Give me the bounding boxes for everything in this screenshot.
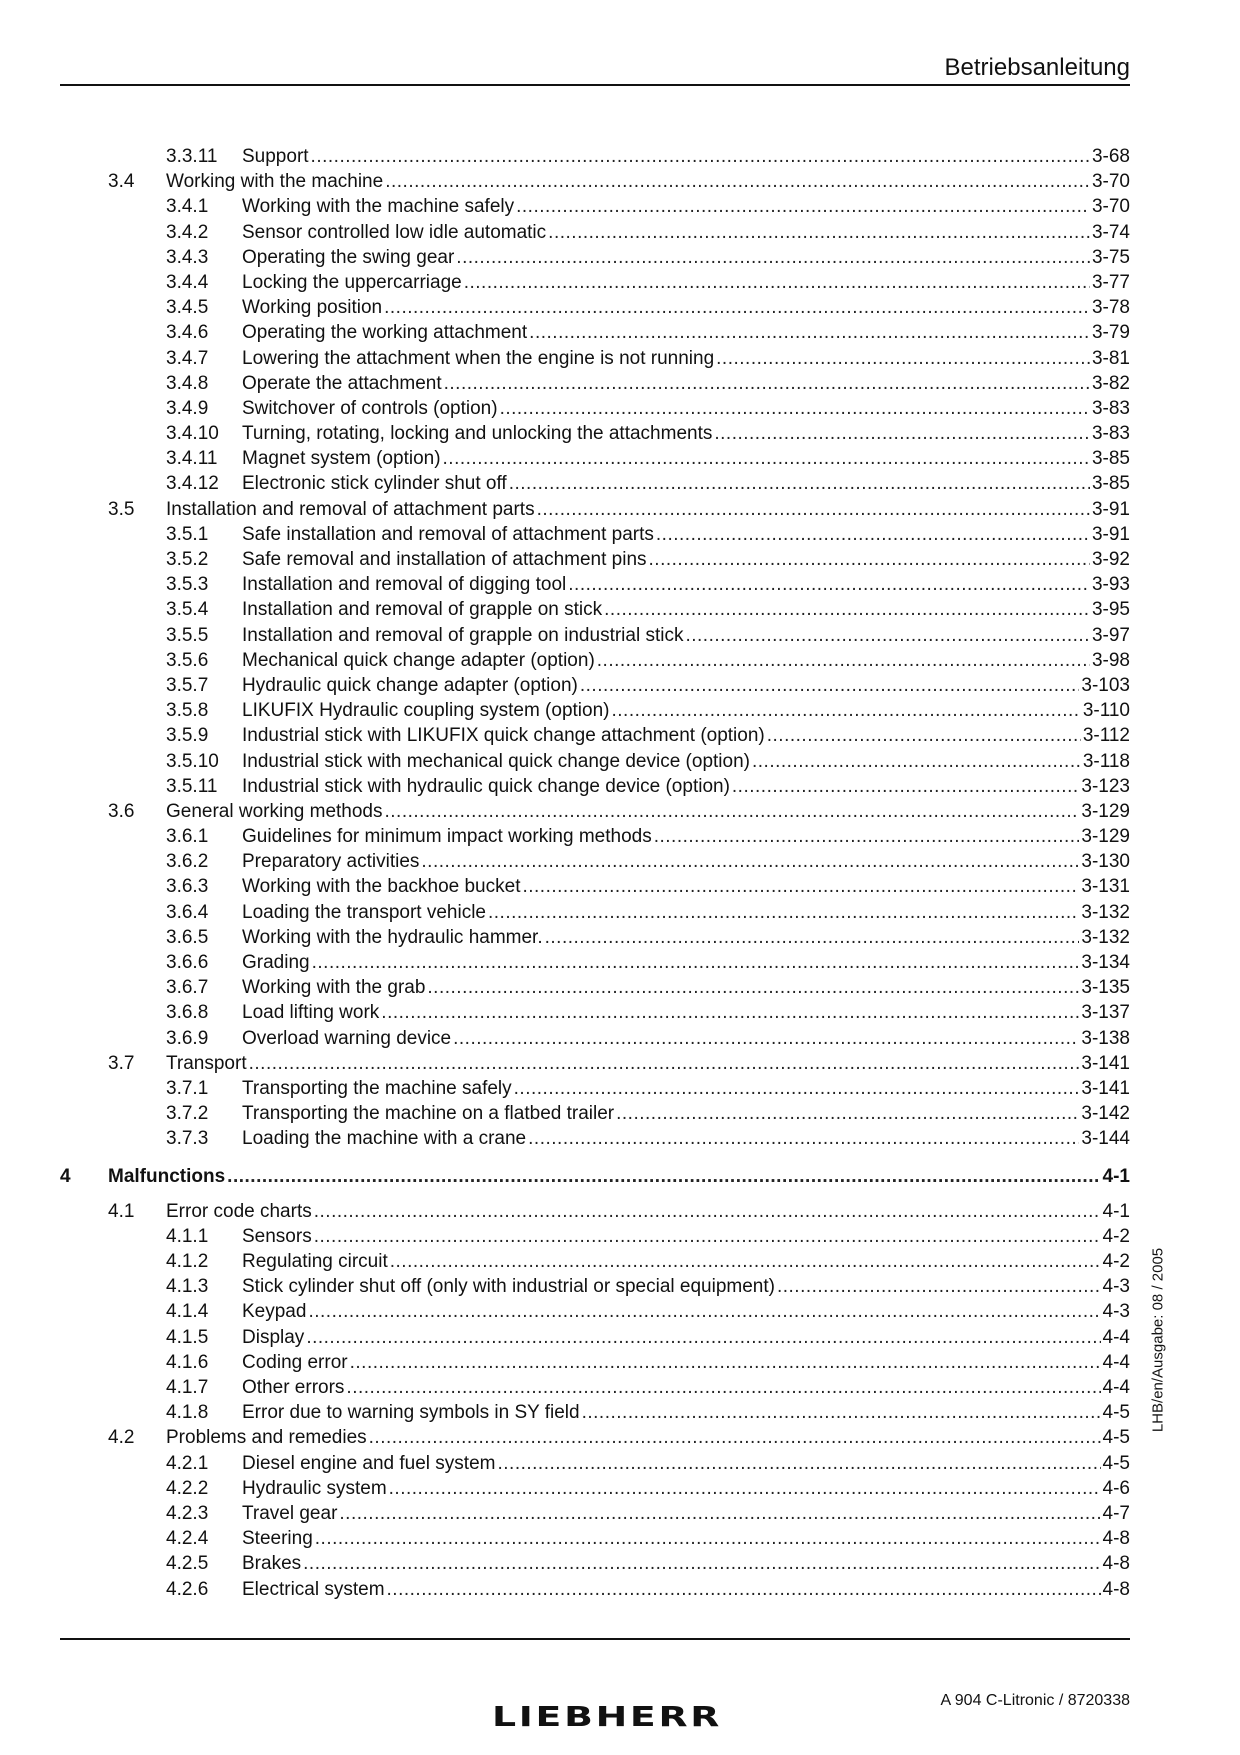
toc-entry xyxy=(60,925,1130,950)
toc-entry-number: 3.4.2 xyxy=(166,221,209,243)
toc-dot-leader xyxy=(528,1126,1079,1151)
toc-entry xyxy=(60,623,1130,648)
toc-entry-page: 3-141 xyxy=(1081,1077,1130,1099)
toc-dot-leader xyxy=(387,1577,1101,1602)
toc-dot-leader xyxy=(752,749,1081,774)
toc-entry xyxy=(60,371,1130,396)
toc-entry xyxy=(60,1551,1130,1576)
toc-entry-title: Hydraulic quick change adapter (option) xyxy=(242,674,578,696)
toc-dot-leader xyxy=(249,1051,1080,1076)
toc-entry-title: Operate the attachment xyxy=(242,372,442,394)
toc-entry-title: Installation and removal of attachment parts xyxy=(166,498,535,520)
toc-entry-title: Error due to warning symbols in SY field xyxy=(242,1402,580,1424)
toc-dot-leader xyxy=(514,1076,1080,1101)
toc-entry-title: Mechanical quick change adapter (option) xyxy=(242,649,595,671)
toc-dot-leader xyxy=(604,597,1090,622)
toc-entry-title: Malfunctions xyxy=(108,1165,226,1187)
toc-entry-page: 4-3 xyxy=(1102,1301,1130,1323)
toc-entry-number: 4.2.6 xyxy=(166,1578,209,1600)
toc-entry-number: 4.1.7 xyxy=(166,1377,209,1398)
toc-entry-page: 3-129 xyxy=(1081,826,1130,848)
toc-entry-title: Working with the machine xyxy=(166,171,384,193)
toc-entry-page: 3-85 xyxy=(1091,448,1130,470)
toc-entry xyxy=(60,270,1130,295)
toc-dot-leader xyxy=(306,1325,1100,1350)
toc-dot-leader xyxy=(381,1000,1079,1025)
toc-entry-page: 4-4 xyxy=(1102,1326,1130,1348)
toc-dot-leader xyxy=(767,723,1081,748)
toc-entry-title: Working with the grab xyxy=(242,977,426,999)
toc-entry-page: 3-110 xyxy=(1082,700,1130,722)
toc-entry-page: 4-5 xyxy=(1102,1427,1130,1449)
toc-entry xyxy=(60,572,1130,597)
toc-entry-page: 3-92 xyxy=(1091,549,1130,570)
toc-entry xyxy=(60,194,1130,219)
toc-entry-page: 3-138 xyxy=(1081,1027,1130,1049)
toc-entry-number: 3.5.4 xyxy=(166,599,209,621)
toc-dot-leader xyxy=(509,471,1090,496)
toc-entry xyxy=(60,824,1130,849)
toc-entry xyxy=(60,799,1130,824)
toc-dot-leader xyxy=(427,975,1079,1000)
toc-entry xyxy=(60,1526,1130,1551)
toc-entry-number: 3.5.2 xyxy=(166,549,209,570)
toc-dot-leader xyxy=(315,1526,1101,1551)
toc-entry xyxy=(60,396,1130,421)
toc-entry-number: 3.7.2 xyxy=(166,1103,209,1125)
toc-dot-leader xyxy=(582,1400,1101,1425)
toc-entry-number: 3.4.4 xyxy=(166,271,209,293)
toc-entry-page: 4-2 xyxy=(1102,1251,1130,1273)
toc-dot-leader xyxy=(303,1551,1100,1576)
toc-dot-leader xyxy=(580,673,1080,698)
toc-entry xyxy=(60,1350,1130,1375)
toc-entry xyxy=(60,144,1130,169)
toc-dot-leader xyxy=(456,245,1090,270)
toc-entry-number: 4.1.1 xyxy=(166,1225,209,1247)
toc-dot-leader xyxy=(311,144,1090,169)
toc-dot-leader xyxy=(384,295,1090,320)
toc-entry-title: Error code charts xyxy=(166,1200,312,1222)
toc-entry-page: 3-132 xyxy=(1081,901,1130,923)
toc-entry-title: Installation and removal of digging tool xyxy=(242,574,567,596)
toc-entry-page: 3-70 xyxy=(1091,171,1130,193)
toc-entry-page: 4-4 xyxy=(1102,1377,1130,1398)
toc-entry-page: 3-83 xyxy=(1091,397,1130,419)
toc-entry xyxy=(60,975,1130,1000)
toc-entry-number: 3.4.5 xyxy=(166,297,209,319)
toc-entry xyxy=(60,1249,1130,1274)
toc-entry-number: 3.5.10 xyxy=(166,750,219,772)
toc-entry xyxy=(60,1224,1130,1249)
toc-dot-leader xyxy=(522,874,1079,899)
toc-entry-page: 3-97 xyxy=(1091,624,1130,646)
toc-entry-title: Industrial stick with LIKUFIX quick change attachment (option) xyxy=(242,725,765,747)
header-rule xyxy=(60,84,1130,86)
toc-entry-page: 4-1 xyxy=(1102,1165,1130,1187)
toc-entry-page: 3-134 xyxy=(1081,952,1130,973)
toc-entry xyxy=(60,497,1130,522)
toc-dot-leader xyxy=(314,1224,1101,1249)
toc-entry-number: 3.7 xyxy=(108,1052,135,1074)
toc-dot-leader xyxy=(537,497,1090,522)
toc-entry-page: 3-78 xyxy=(1091,297,1130,319)
toc-dot-leader xyxy=(568,572,1090,597)
toc-dot-leader xyxy=(656,522,1090,547)
toc-entry-number: 3.4.8 xyxy=(166,372,209,394)
toc-entry xyxy=(60,320,1130,345)
toc-entry-page: 4-1 xyxy=(1102,1200,1130,1222)
toc-dot-leader xyxy=(716,346,1090,371)
toc-entry-page: 4-4 xyxy=(1102,1351,1130,1373)
toc-entry-title: Working with the backhoe bucket xyxy=(242,876,521,898)
toc-entry-page: 3-82 xyxy=(1091,372,1130,394)
toc-dot-leader xyxy=(227,1164,1100,1189)
toc-entry-number: 3.6.6 xyxy=(166,952,209,973)
toc-entry-page: 3-70 xyxy=(1091,196,1130,218)
toc-entry-page: 4-3 xyxy=(1102,1276,1130,1298)
toc-entry-title: Switchover of controls (option) xyxy=(242,397,498,419)
toc-entry-page: 3-130 xyxy=(1081,851,1130,873)
toc-entry-title: Transporting the machine safely xyxy=(242,1077,512,1099)
toc-entry-number: 3.4.3 xyxy=(166,246,209,268)
toc-dot-leader xyxy=(529,320,1090,345)
toc-entry-number: 3.5.6 xyxy=(166,649,209,671)
edition-note: LHB/en/Ausgabe: 08 / 2005 xyxy=(1149,1247,1167,1433)
toc-entry-page: 3-144 xyxy=(1081,1128,1130,1150)
toc-entry-page: 3-75 xyxy=(1091,246,1130,268)
toc-entry-title: Steering xyxy=(242,1528,313,1550)
toc-entry xyxy=(60,1476,1130,1501)
toc-entry-title: LIKUFIX Hydraulic coupling system (option) xyxy=(242,700,610,722)
toc-entry xyxy=(60,1501,1130,1526)
toc-entry-title: Coding error xyxy=(242,1351,348,1373)
toc-entry-title: Preparatory activities xyxy=(242,851,420,873)
toc-chapter-entry xyxy=(60,1164,1130,1189)
toc-entry-title: Electronic stick cylinder shut off xyxy=(242,473,507,495)
toc-entry-number: 4.1.3 xyxy=(166,1276,209,1298)
toc-entry xyxy=(60,547,1130,572)
toc-entry xyxy=(60,723,1130,748)
toc-dot-leader xyxy=(548,220,1090,245)
toc-entry-number: 4.1.8 xyxy=(166,1402,209,1424)
toc-entry-number: 3.5.8 xyxy=(166,700,209,722)
toc-entry-page: 3-141 xyxy=(1081,1052,1130,1074)
toc-entry-number: 3.5.1 xyxy=(166,523,209,545)
toc-entry-number: 4 xyxy=(60,1165,71,1187)
toc-entry-number: 4.1.4 xyxy=(166,1301,209,1323)
toc-entry xyxy=(60,1000,1130,1025)
toc-entry xyxy=(60,1425,1130,1450)
toc-dot-leader xyxy=(488,900,1079,925)
toc-dot-leader xyxy=(616,1101,1079,1126)
toc-entry-title: Installation and removal of grapple on industrial stick xyxy=(242,624,684,646)
document-reference: A 904 C-Litronic / 8720338 xyxy=(940,1692,1130,1709)
toc-entry-page: 3-137 xyxy=(1081,1002,1130,1024)
toc-entry-page: 3-123 xyxy=(1081,775,1130,797)
toc-entry-title: Stick cylinder shut off (only with industrial or special equipment) xyxy=(242,1276,775,1298)
toc-dot-leader xyxy=(545,925,1080,950)
toc-entry-title: Safe installation and removal of attachment parts xyxy=(242,523,654,545)
toc-entry-page: 3-93 xyxy=(1091,574,1130,596)
toc-entry xyxy=(60,169,1130,194)
toc-entry-number: 4.2.2 xyxy=(166,1477,209,1499)
toc-entry-page: 4-8 xyxy=(1102,1553,1130,1575)
toc-entry-title: General working methods xyxy=(166,800,383,822)
toc-dot-leader xyxy=(350,1350,1101,1375)
toc-entry xyxy=(60,1274,1130,1299)
toc-entry-number: 3.4 xyxy=(108,171,135,193)
toc-dot-leader xyxy=(611,698,1080,723)
toc-entry-number: 3.6.7 xyxy=(166,977,209,999)
toc-entry-title: Installation and removal of grapple on stick xyxy=(242,599,603,621)
toc-entry xyxy=(60,421,1130,446)
toc-entry-title: Magnet system (option) xyxy=(242,448,441,470)
toc-dot-leader xyxy=(385,169,1090,194)
toc-entry-number: 3.4.1 xyxy=(166,196,209,218)
toc-entry-title: Operating the swing gear xyxy=(242,246,455,268)
toc-entry-number: 3.7.1 xyxy=(166,1077,209,1099)
toc-entry-number: 3.7.3 xyxy=(166,1128,209,1150)
toc-entry-title: Other errors xyxy=(242,1377,345,1398)
toc-entry-title: Industrial stick with mechanical quick change device (option) xyxy=(242,750,750,772)
toc-entry-page: 4-8 xyxy=(1102,1528,1130,1550)
toc-entry-number: 4.2.4 xyxy=(166,1528,209,1550)
toc-entry-number: 4.1 xyxy=(108,1200,135,1222)
toc-dot-leader xyxy=(346,1375,1100,1400)
toc-entry-title: Working with the hydraulic hammer. xyxy=(242,926,543,948)
toc-entry-number: 3.4.9 xyxy=(166,397,209,419)
toc-entry-title: Hydraulic system xyxy=(242,1477,387,1499)
toc-entry xyxy=(60,446,1130,471)
toc-entry-title: Regulating circuit xyxy=(242,1251,388,1273)
toc-dot-leader xyxy=(390,1249,1101,1274)
toc-entry-title: Travel gear xyxy=(242,1502,338,1524)
toc-entry-page: 3-77 xyxy=(1091,271,1130,293)
toc-entry-number: 4.1.2 xyxy=(166,1251,209,1273)
toc-dot-leader xyxy=(649,547,1090,572)
toc-entry-title: Sensors xyxy=(242,1225,312,1247)
toc-entry-title: Industrial stick with hydraulic quick change device (option) xyxy=(242,775,730,797)
toc-entry-page: 3-112 xyxy=(1082,725,1130,747)
toc-entry-page: 3-132 xyxy=(1081,926,1130,948)
toc-dot-leader xyxy=(654,824,1080,849)
toc-entry-number: 3.4.6 xyxy=(166,322,209,344)
toc-entry xyxy=(60,597,1130,622)
toc-entry xyxy=(60,673,1130,698)
toc-entry xyxy=(60,1451,1130,1476)
toc-entry-title: Support xyxy=(242,146,309,167)
table-of-contents xyxy=(60,144,1130,1602)
liebherr-logo: LIEBHERR xyxy=(492,1700,723,1733)
toc-entry-number: 3.5.3 xyxy=(166,574,209,596)
toc-entry-number: 4.2.3 xyxy=(166,1502,209,1524)
toc-entry-page: 3-74 xyxy=(1091,221,1130,243)
toc-entry xyxy=(60,749,1130,774)
toc-entry-title: Keypad xyxy=(242,1301,307,1323)
toc-dot-leader xyxy=(444,371,1090,396)
toc-entry-title: Transporting the machine on a flatbed trailer xyxy=(242,1103,615,1125)
toc-entry-page: 3-95 xyxy=(1091,599,1130,621)
toc-entry-number: 3.6.3 xyxy=(166,876,209,898)
toc-entry xyxy=(60,1375,1130,1400)
toc-entry xyxy=(60,1126,1130,1151)
toc-entry-title: Turning, rotating, locking and unlocking the attachments xyxy=(242,423,713,445)
toc-entry-title: Lowering the attachment when the engine is not running xyxy=(242,347,715,369)
toc-entry xyxy=(60,698,1130,723)
toc-entry-number: 3.5 xyxy=(108,498,135,520)
toc-dot-leader xyxy=(714,421,1090,446)
toc-entry xyxy=(60,346,1130,371)
toc-entry xyxy=(60,1199,1130,1224)
toc-entry-page: 3-118 xyxy=(1082,750,1130,772)
toc-dot-leader xyxy=(339,1501,1100,1526)
toc-entry-page: 3-142 xyxy=(1081,1103,1130,1125)
toc-entry-number: 3.6.1 xyxy=(166,826,209,848)
toc-entry xyxy=(60,1299,1130,1324)
toc-entry xyxy=(60,1051,1130,1076)
toc-dot-leader xyxy=(314,1199,1101,1224)
toc-dot-leader xyxy=(389,1476,1101,1501)
toc-entry xyxy=(60,1577,1130,1602)
toc-entry-number: 3.5.11 xyxy=(166,775,218,797)
toc-entry-number: 4.2 xyxy=(108,1427,135,1449)
toc-entry-title: Working with the machine safely xyxy=(242,196,515,218)
toc-entry-title: Sensor controlled low idle automatic xyxy=(242,221,547,243)
toc-entry-number: 3.6.2 xyxy=(166,851,209,873)
toc-dot-leader xyxy=(453,1026,1079,1051)
toc-dot-leader xyxy=(464,270,1090,295)
toc-entry-page: 3-81 xyxy=(1091,347,1130,369)
toc-entry-title: Diesel engine and fuel system xyxy=(242,1452,496,1474)
toc-entry xyxy=(60,295,1130,320)
toc-entry-page: 3-103 xyxy=(1081,674,1130,696)
toc-entry xyxy=(60,471,1130,496)
toc-entry-number: 3.6.5 xyxy=(166,926,209,948)
toc-entry-page: 3-85 xyxy=(1091,473,1130,495)
toc-entry-title: Locking the uppercarriage xyxy=(242,271,462,293)
toc-entry-number: 3.3.11 xyxy=(166,146,218,167)
toc-entry-page: 3-98 xyxy=(1091,649,1130,671)
toc-dot-leader xyxy=(421,849,1079,874)
toc-entry xyxy=(60,1076,1130,1101)
toc-entry xyxy=(60,1101,1130,1126)
toc-entry-title: Working position xyxy=(242,297,383,319)
toc-entry-page: 3-135 xyxy=(1081,977,1130,999)
toc-entry-title: Safe removal and installation of attachment pins xyxy=(242,549,647,570)
toc-entry-title: Load lifting work xyxy=(242,1002,380,1024)
toc-dot-leader xyxy=(443,446,1090,471)
toc-entry-number: 3.4.12 xyxy=(166,473,219,495)
toc-entry xyxy=(60,849,1130,874)
toc-entry-number: 4.1.5 xyxy=(166,1326,209,1348)
toc-dot-leader xyxy=(685,623,1090,648)
toc-entry-title: Electrical system xyxy=(242,1578,385,1600)
toc-entry-title: Operating the working attachment xyxy=(242,322,528,344)
toc-entry-page: 3-79 xyxy=(1091,322,1130,344)
toc-dot-leader xyxy=(497,1451,1100,1476)
toc-entry xyxy=(60,774,1130,799)
toc-entry-title: Guidelines for minimum impact working methods xyxy=(242,826,652,848)
toc-entry-number: 3.6 xyxy=(108,800,135,822)
toc-entry xyxy=(60,900,1130,925)
toc-entry xyxy=(60,874,1130,899)
toc-entry-page: 4-8 xyxy=(1102,1578,1130,1600)
toc-entry xyxy=(60,522,1130,547)
toc-dot-leader xyxy=(597,648,1090,673)
toc-entry-page: 3-68 xyxy=(1091,146,1130,167)
toc-entry-number: 3.4.7 xyxy=(166,347,209,369)
toc-entry-title: Overload warning device xyxy=(242,1027,452,1049)
toc-entry-number: 3.6.8 xyxy=(166,1002,209,1024)
toc-entry xyxy=(60,220,1130,245)
toc-entry-number: 3.5.7 xyxy=(166,674,209,696)
toc-dot-leader xyxy=(777,1274,1101,1299)
toc-entry xyxy=(60,1026,1130,1051)
toc-entry-number: 3.4.10 xyxy=(166,423,219,445)
toc-dot-leader xyxy=(308,1299,1100,1324)
toc-entry-number: 4.2.5 xyxy=(166,1553,209,1575)
toc-entry-page: 4-2 xyxy=(1102,1225,1130,1247)
toc-entry-title: Brakes xyxy=(242,1553,302,1575)
toc-entry xyxy=(60,950,1130,975)
toc-entry-number: 3.5.9 xyxy=(166,725,209,747)
toc-entry-title: Loading the transport vehicle xyxy=(242,901,486,923)
toc-entry-page: 3-131 xyxy=(1081,876,1130,898)
toc-entry-title: Transport xyxy=(166,1052,247,1074)
toc-entry xyxy=(60,1325,1130,1350)
toc-entry-number: 3.6.4 xyxy=(166,901,209,923)
toc-entry-number: 4.1.6 xyxy=(166,1351,209,1373)
page-header-title: Betriebsanleitung xyxy=(944,54,1130,81)
toc-dot-leader xyxy=(312,950,1080,975)
toc-dot-leader xyxy=(385,799,1080,824)
toc-dot-leader xyxy=(516,194,1090,219)
toc-entry-title: Loading the machine with a crane xyxy=(242,1128,527,1150)
toc-entry-number: 3.4.11 xyxy=(166,448,218,470)
toc-entry-title: Grading xyxy=(242,952,310,973)
toc-entry xyxy=(60,245,1130,270)
toc-entry-title: Display xyxy=(242,1326,305,1348)
toc-entry xyxy=(60,648,1130,673)
toc-entry-page: 4-6 xyxy=(1102,1477,1130,1499)
toc-entry-page: 3-91 xyxy=(1091,498,1130,520)
toc-dot-leader xyxy=(369,1425,1101,1450)
toc-entry-page: 3-129 xyxy=(1081,800,1130,822)
toc-dot-leader xyxy=(732,774,1079,799)
toc-entry-page: 4-5 xyxy=(1102,1402,1130,1424)
toc-entry xyxy=(60,1400,1130,1425)
footer-rule xyxy=(60,1638,1130,1640)
toc-entry-number: 4.2.1 xyxy=(166,1452,209,1474)
toc-entry-page: 4-7 xyxy=(1102,1502,1130,1524)
toc-entry-page: 3-83 xyxy=(1091,423,1130,445)
toc-entry-title: Problems and remedies xyxy=(166,1427,367,1449)
toc-entry-page: 3-91 xyxy=(1091,523,1130,545)
toc-dot-leader xyxy=(500,396,1090,421)
toc-entry-number: 3.6.9 xyxy=(166,1027,209,1049)
toc-entry-page: 4-5 xyxy=(1102,1452,1130,1474)
toc-entry-number: 3.5.5 xyxy=(166,624,209,646)
